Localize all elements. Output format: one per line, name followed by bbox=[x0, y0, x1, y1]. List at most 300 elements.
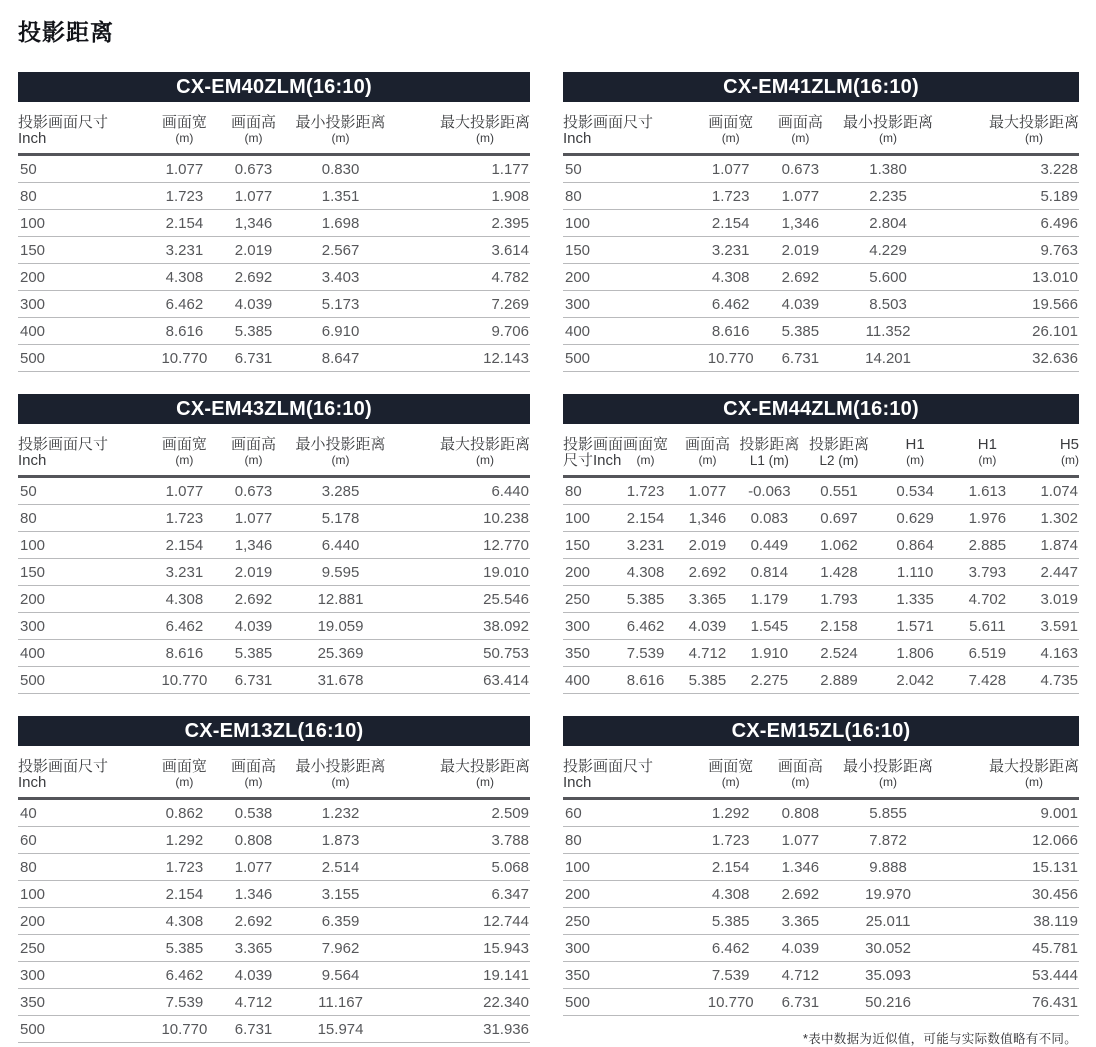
table-cell: 5.178 bbox=[284, 505, 397, 532]
table-cell: 150 bbox=[18, 559, 146, 586]
table-cell: 300 bbox=[563, 291, 692, 318]
table-cell: 19.566 bbox=[945, 291, 1079, 318]
table-cell: 2.692 bbox=[769, 264, 831, 291]
table-cell: 1.806 bbox=[878, 640, 953, 667]
table-cell: 7.269 bbox=[397, 291, 530, 318]
table-cell: 4.712 bbox=[223, 989, 284, 1016]
table-cell: 30.052 bbox=[831, 935, 945, 962]
table-cell: 76.431 bbox=[945, 989, 1079, 1016]
column-header: H5 (m) bbox=[1059, 436, 1079, 467]
column-header: 画面高 (m) bbox=[684, 436, 730, 467]
table-cell: 5.068 bbox=[397, 854, 530, 881]
table-cell: 500 bbox=[18, 1016, 146, 1043]
table-cell: 2.154 bbox=[146, 210, 223, 237]
table-cell: 80 bbox=[563, 183, 692, 210]
table-cell: 1.062 bbox=[800, 532, 877, 559]
table-title: CX-EM41ZLM(16:10) bbox=[563, 72, 1079, 102]
table-cell: 2.154 bbox=[692, 210, 769, 237]
column-header: 画面宽 (m) bbox=[161, 758, 207, 789]
column-header: 最大投影距离 (m) bbox=[439, 436, 530, 467]
table-cell: 1.723 bbox=[692, 827, 769, 854]
table-cell: 100 bbox=[563, 505, 615, 532]
table-cell: 25.369 bbox=[284, 640, 397, 667]
table-cell: 300 bbox=[18, 291, 146, 318]
table-cell: 32.636 bbox=[945, 345, 1079, 372]
table-cell: 4.782 bbox=[397, 264, 530, 291]
column-header: 画面宽 (m) bbox=[161, 436, 207, 467]
column-header: 投影距离 L2 (m) bbox=[809, 436, 870, 468]
table-cell: 12.066 bbox=[945, 827, 1079, 854]
table-cell: 2.692 bbox=[769, 881, 831, 908]
table-cell: 4.039 bbox=[223, 613, 284, 640]
projection-distance-table bbox=[18, 424, 530, 694]
column-header: 画面宽 (m) bbox=[623, 436, 669, 467]
table-cell: 350 bbox=[563, 640, 615, 667]
table-cell: 10.770 bbox=[146, 345, 223, 372]
table-cell: 19.010 bbox=[397, 559, 530, 586]
table-cell: 5.385 bbox=[677, 667, 739, 694]
table-cell: 15.974 bbox=[284, 1016, 397, 1043]
table-cell: 0.534 bbox=[878, 477, 953, 505]
table-cell: 5.385 bbox=[223, 318, 284, 345]
table-title: CX-EM44ZLM(16:10) bbox=[563, 394, 1079, 424]
table-cell: 80 bbox=[563, 477, 615, 505]
column-header: 画面高 (m) bbox=[231, 436, 277, 467]
table-cell: 6.910 bbox=[284, 318, 397, 345]
table-cell: 50.753 bbox=[397, 640, 530, 667]
table-cell: 1.976 bbox=[953, 505, 1023, 532]
table-cell: 12.143 bbox=[397, 345, 530, 372]
table-cell: 1,346 bbox=[223, 210, 284, 237]
table-cell: 6.462 bbox=[146, 962, 223, 989]
table-row bbox=[18, 935, 530, 962]
table-title: CX-EM43ZLM(16:10) bbox=[18, 394, 530, 424]
table-cell: 1.346 bbox=[223, 881, 284, 908]
table-cell: 1.077 bbox=[223, 505, 284, 532]
table-cell: 0.830 bbox=[284, 155, 397, 183]
table-row bbox=[18, 640, 530, 667]
table-cell: 7.872 bbox=[831, 827, 945, 854]
table-cell: 1.077 bbox=[677, 477, 739, 505]
table-cell: 10.238 bbox=[397, 505, 530, 532]
table-cell: 11.352 bbox=[831, 318, 945, 345]
table-cell: 50.216 bbox=[831, 989, 945, 1016]
table-cell: 80 bbox=[18, 505, 146, 532]
table-cell: 500 bbox=[563, 345, 692, 372]
table-cell: 2.019 bbox=[223, 237, 284, 264]
table-cell: 8.616 bbox=[146, 318, 223, 345]
table-cell: 1.077 bbox=[769, 827, 831, 854]
column-header: 最小投影距离 (m) bbox=[295, 114, 386, 145]
table-cell: 3.228 bbox=[945, 155, 1079, 183]
table-cell: 4.039 bbox=[769, 291, 831, 318]
table-cell: 7.428 bbox=[953, 667, 1023, 694]
table-cell: 9.001 bbox=[945, 799, 1079, 827]
table-cell: 9.706 bbox=[397, 318, 530, 345]
table-row bbox=[18, 586, 530, 613]
table-cell: 1.232 bbox=[284, 799, 397, 827]
table-cell: 60 bbox=[563, 799, 692, 827]
table-cell: 12.744 bbox=[397, 908, 530, 935]
table-row bbox=[563, 532, 1079, 559]
column-header: 最小投影距离 (m) bbox=[843, 114, 934, 145]
table-cell: 6.462 bbox=[146, 291, 223, 318]
page-title: 投影距离 bbox=[18, 19, 114, 45]
table-row bbox=[563, 989, 1079, 1016]
table-cell: 6.496 bbox=[945, 210, 1079, 237]
projection-table-cx-em15zl bbox=[563, 716, 1079, 1047]
table-cell: 40 bbox=[18, 799, 146, 827]
table-cell: 2.692 bbox=[223, 908, 284, 935]
table-cell: 4.308 bbox=[615, 559, 677, 586]
column-header: 投影距离 L1 (m) bbox=[739, 436, 800, 468]
table-cell: 2.154 bbox=[146, 532, 223, 559]
table-row bbox=[563, 155, 1079, 183]
table-cell: 100 bbox=[18, 881, 146, 908]
table-cell: 6.519 bbox=[953, 640, 1023, 667]
table-cell: 1.908 bbox=[397, 183, 530, 210]
table-cell: 6.440 bbox=[284, 532, 397, 559]
table-cell: 4.308 bbox=[146, 586, 223, 613]
table-cell: 4.308 bbox=[146, 264, 223, 291]
table-cell: 2.154 bbox=[615, 505, 677, 532]
table-cell: 3.365 bbox=[677, 586, 739, 613]
table-cell: 1.571 bbox=[878, 613, 953, 640]
table-cell: 1.077 bbox=[146, 477, 223, 505]
table-cell: 31.678 bbox=[284, 667, 397, 694]
footnote: *表中数据为近似值，可能与实际数值略有不同。 bbox=[803, 1032, 1077, 1046]
projection-table-cx-em41zlm bbox=[563, 72, 1079, 372]
table-cell: 1.698 bbox=[284, 210, 397, 237]
table-cell: 80 bbox=[563, 827, 692, 854]
table-cell: 400 bbox=[563, 667, 615, 694]
table-cell: 9.595 bbox=[284, 559, 397, 586]
table-cell: 31.936 bbox=[397, 1016, 530, 1043]
table-row bbox=[18, 210, 530, 237]
table-cell: 60 bbox=[18, 827, 146, 854]
table-cell: 250 bbox=[563, 908, 692, 935]
table-cell: 0.864 bbox=[878, 532, 953, 559]
column-header: 画面宽 (m) bbox=[708, 114, 754, 145]
table-cell: 3.365 bbox=[769, 908, 831, 935]
table-row bbox=[563, 908, 1079, 935]
projection-table-cx-em13zl bbox=[18, 716, 530, 1043]
table-row bbox=[563, 345, 1079, 372]
table-cell: 50 bbox=[18, 155, 146, 183]
table-cell: 1.179 bbox=[738, 586, 800, 613]
table-cell: 1,346 bbox=[677, 505, 739, 532]
table-cell: 5.173 bbox=[284, 291, 397, 318]
table-cell: 0.862 bbox=[146, 799, 223, 827]
column-header: 最小投影距离 (m) bbox=[843, 758, 934, 789]
table-row bbox=[18, 237, 530, 264]
table-cell: 300 bbox=[563, 613, 615, 640]
table-cell: 100 bbox=[563, 854, 692, 881]
table-cell: 6.731 bbox=[223, 1016, 284, 1043]
table-cell: 1.077 bbox=[692, 155, 769, 183]
table-cell: 2.019 bbox=[677, 532, 739, 559]
table-cell: 3.403 bbox=[284, 264, 397, 291]
table-cell: 4.229 bbox=[831, 237, 945, 264]
projection-table-cx-em43zlm bbox=[18, 394, 530, 694]
table-cell: 0.083 bbox=[738, 505, 800, 532]
column-header-row bbox=[563, 746, 1079, 799]
tables-grid bbox=[18, 72, 1079, 1047]
table-cell: 300 bbox=[18, 613, 146, 640]
table-cell: 19.970 bbox=[831, 881, 945, 908]
column-header: 投影画面尺寸 Inch bbox=[563, 114, 654, 147]
table-cell: 1.077 bbox=[223, 183, 284, 210]
table-cell: 300 bbox=[18, 962, 146, 989]
table-cell: 15.131 bbox=[945, 854, 1079, 881]
table-cell: 10.770 bbox=[146, 667, 223, 694]
table-cell: 0.538 bbox=[223, 799, 284, 827]
table-cell: 0.808 bbox=[769, 799, 831, 827]
table-title: CX-EM13ZL(16:10) bbox=[18, 716, 530, 746]
table-cell: 1.292 bbox=[692, 799, 769, 827]
column-header: 投影画面尺寸 Inch bbox=[563, 758, 654, 791]
table-cell: 12.881 bbox=[284, 586, 397, 613]
table-cell: 3.231 bbox=[146, 559, 223, 586]
table-cell: 350 bbox=[18, 989, 146, 1016]
table-cell: 3.591 bbox=[1022, 613, 1079, 640]
table-cell: 1.346 bbox=[769, 854, 831, 881]
column-header: 画面宽 (m) bbox=[708, 758, 754, 789]
column-header: 最小投影距离 (m) bbox=[295, 758, 386, 789]
table-cell: 0.808 bbox=[223, 827, 284, 854]
table-cell: 1.428 bbox=[800, 559, 877, 586]
table-cell: 2.154 bbox=[146, 881, 223, 908]
table-cell: 4.308 bbox=[692, 264, 769, 291]
table-cell: 2.524 bbox=[800, 640, 877, 667]
table-cell: 200 bbox=[18, 586, 146, 613]
table-cell: -0.063 bbox=[738, 477, 800, 505]
table-cell: 1.302 bbox=[1022, 505, 1079, 532]
table-cell: 50 bbox=[563, 155, 692, 183]
table-cell: 2.804 bbox=[831, 210, 945, 237]
column-header: 投影画面尺寸 Inch bbox=[18, 436, 109, 469]
table-cell: 200 bbox=[563, 264, 692, 291]
table-cell: 0.673 bbox=[769, 155, 831, 183]
table-cell: 9.763 bbox=[945, 237, 1079, 264]
table-cell: 1.873 bbox=[284, 827, 397, 854]
table-cell: 0.673 bbox=[223, 477, 284, 505]
table-cell: 6.731 bbox=[769, 989, 831, 1016]
table-cell: 1.074 bbox=[1022, 477, 1079, 505]
table-cell: 2.158 bbox=[800, 613, 877, 640]
table-cell: 100 bbox=[18, 210, 146, 237]
table-cell: 3.793 bbox=[953, 559, 1023, 586]
table-cell: 2.692 bbox=[677, 559, 739, 586]
table-row bbox=[18, 532, 530, 559]
table-cell: 80 bbox=[18, 183, 146, 210]
table-row bbox=[563, 613, 1079, 640]
table-cell: 4.039 bbox=[223, 291, 284, 318]
table-title: CX-EM15ZL(16:10) bbox=[563, 716, 1079, 746]
table-cell: 350 bbox=[563, 962, 692, 989]
table-cell: 5.385 bbox=[769, 318, 831, 345]
column-header: 画面高 (m) bbox=[231, 114, 277, 145]
table-cell: 22.340 bbox=[397, 989, 530, 1016]
table-row bbox=[563, 799, 1079, 827]
table-cell: 5.385 bbox=[223, 640, 284, 667]
table-cell: 300 bbox=[563, 935, 692, 962]
table-cell: 6.731 bbox=[223, 667, 284, 694]
table-row bbox=[18, 318, 530, 345]
column-header: 画面高 (m) bbox=[777, 114, 823, 145]
table-cell: 53.444 bbox=[945, 962, 1079, 989]
table-cell: 3.285 bbox=[284, 477, 397, 505]
table-cell: 1.910 bbox=[738, 640, 800, 667]
table-cell: 1.077 bbox=[223, 854, 284, 881]
table-cell: 8.616 bbox=[146, 640, 223, 667]
table-cell: 6.731 bbox=[223, 345, 284, 372]
table-cell: 12.770 bbox=[397, 532, 530, 559]
table-cell: 1.874 bbox=[1022, 532, 1079, 559]
table-cell: 2.447 bbox=[1022, 559, 1079, 586]
table-cell: 45.781 bbox=[945, 935, 1079, 962]
table-cell: 4.702 bbox=[953, 586, 1023, 613]
table-row bbox=[563, 264, 1079, 291]
table-row bbox=[18, 559, 530, 586]
table-cell: 250 bbox=[18, 935, 146, 962]
table-cell: 5.385 bbox=[692, 908, 769, 935]
table-row bbox=[18, 827, 530, 854]
table-cell: 7.962 bbox=[284, 935, 397, 962]
table-cell: 1.351 bbox=[284, 183, 397, 210]
table-cell: 8.647 bbox=[284, 345, 397, 372]
column-header: 投影画面 尺寸Inch bbox=[563, 436, 624, 469]
table-row bbox=[563, 237, 1079, 264]
column-header-row bbox=[563, 102, 1079, 155]
table-row bbox=[18, 477, 530, 505]
table-cell: 200 bbox=[18, 908, 146, 935]
table-cell: 2.235 bbox=[831, 183, 945, 210]
table-row bbox=[563, 559, 1079, 586]
table-cell: 150 bbox=[563, 532, 615, 559]
table-cell: 5.611 bbox=[953, 613, 1023, 640]
table-cell: 4.712 bbox=[769, 962, 831, 989]
table-row bbox=[563, 505, 1079, 532]
projection-table-cx-em40zlm bbox=[18, 72, 530, 372]
table-cell: 8.616 bbox=[615, 667, 677, 694]
column-header: H1 (m) bbox=[905, 436, 925, 467]
table-row bbox=[563, 667, 1079, 694]
table-cell: 7.539 bbox=[692, 962, 769, 989]
column-header: 最小投影距离 (m) bbox=[295, 436, 386, 467]
table-cell: 5.385 bbox=[146, 935, 223, 962]
table-cell: 200 bbox=[18, 264, 146, 291]
table-cell: 8.616 bbox=[692, 318, 769, 345]
table-cell: 2.692 bbox=[223, 586, 284, 613]
table-cell: 150 bbox=[563, 237, 692, 264]
table-cell: 1.110 bbox=[878, 559, 953, 586]
table-cell: 11.167 bbox=[284, 989, 397, 1016]
table-cell: 4.712 bbox=[677, 640, 739, 667]
projection-distance-table bbox=[18, 102, 530, 372]
column-header-row bbox=[18, 746, 530, 799]
table-cell: 5.600 bbox=[831, 264, 945, 291]
table-row bbox=[18, 264, 530, 291]
table-cell: 1,346 bbox=[223, 532, 284, 559]
table-cell: 500 bbox=[18, 667, 146, 694]
column-header-row bbox=[563, 424, 1079, 477]
table-cell: 2.567 bbox=[284, 237, 397, 264]
table-cell: 150 bbox=[18, 237, 146, 264]
table-cell: 1.077 bbox=[769, 183, 831, 210]
table-cell: 1.793 bbox=[800, 586, 877, 613]
table-row bbox=[18, 881, 530, 908]
table-cell: 14.201 bbox=[831, 345, 945, 372]
table-cell: 1.723 bbox=[615, 477, 677, 505]
table-cell: 1.177 bbox=[397, 155, 530, 183]
table-cell: 19.059 bbox=[284, 613, 397, 640]
table-cell: 4.039 bbox=[223, 962, 284, 989]
table-cell: 3.155 bbox=[284, 881, 397, 908]
table-cell: 1.723 bbox=[146, 505, 223, 532]
table-row bbox=[563, 935, 1079, 962]
column-header: 最大投影距离 (m) bbox=[439, 758, 530, 789]
table-cell: 500 bbox=[18, 345, 146, 372]
table-row bbox=[18, 505, 530, 532]
table-cell: 7.539 bbox=[615, 640, 677, 667]
table-row bbox=[18, 613, 530, 640]
table-cell: 4.163 bbox=[1022, 640, 1079, 667]
table-row bbox=[563, 881, 1079, 908]
column-header-row bbox=[18, 102, 530, 155]
column-header: 投影画面尺寸 Inch bbox=[18, 114, 109, 147]
table-row bbox=[18, 1016, 530, 1043]
table-cell: 6.462 bbox=[692, 291, 769, 318]
table-cell: 7.539 bbox=[146, 989, 223, 1016]
table-title: CX-EM40ZLM(16:10) bbox=[18, 72, 530, 102]
table-cell: 25.546 bbox=[397, 586, 530, 613]
table-cell: 5.385 bbox=[615, 586, 677, 613]
table-cell: 1.335 bbox=[878, 586, 953, 613]
table-cell: 6.462 bbox=[692, 935, 769, 962]
table-cell: 3.788 bbox=[397, 827, 530, 854]
column-header: 最大投影距离 (m) bbox=[988, 758, 1079, 789]
table-cell: 2.042 bbox=[878, 667, 953, 694]
table-row bbox=[563, 291, 1079, 318]
table-cell: 15.943 bbox=[397, 935, 530, 962]
table-row bbox=[563, 210, 1079, 237]
table-cell: 2.275 bbox=[738, 667, 800, 694]
column-header: 画面宽 (m) bbox=[161, 114, 207, 145]
column-header: 最大投影距离 (m) bbox=[439, 114, 530, 145]
table-cell: 26.101 bbox=[945, 318, 1079, 345]
table-cell: 30.456 bbox=[945, 881, 1079, 908]
table-cell: 2.019 bbox=[769, 237, 831, 264]
table-cell: 50 bbox=[18, 477, 146, 505]
table-cell: 2.509 bbox=[397, 799, 530, 827]
table-cell: 6.462 bbox=[146, 613, 223, 640]
column-header: 画面高 (m) bbox=[777, 758, 823, 789]
table-cell: 6.347 bbox=[397, 881, 530, 908]
table-cell: 3.365 bbox=[223, 935, 284, 962]
table-cell: 2.885 bbox=[953, 532, 1023, 559]
table-cell: 19.141 bbox=[397, 962, 530, 989]
table-cell: 1.723 bbox=[146, 854, 223, 881]
table-cell: 3.231 bbox=[146, 237, 223, 264]
table-cell: 0.449 bbox=[738, 532, 800, 559]
table-row bbox=[18, 183, 530, 210]
table-row bbox=[563, 586, 1079, 613]
table-row bbox=[18, 667, 530, 694]
table-row bbox=[18, 962, 530, 989]
table-row bbox=[563, 854, 1079, 881]
table-cell: 38.119 bbox=[945, 908, 1079, 935]
